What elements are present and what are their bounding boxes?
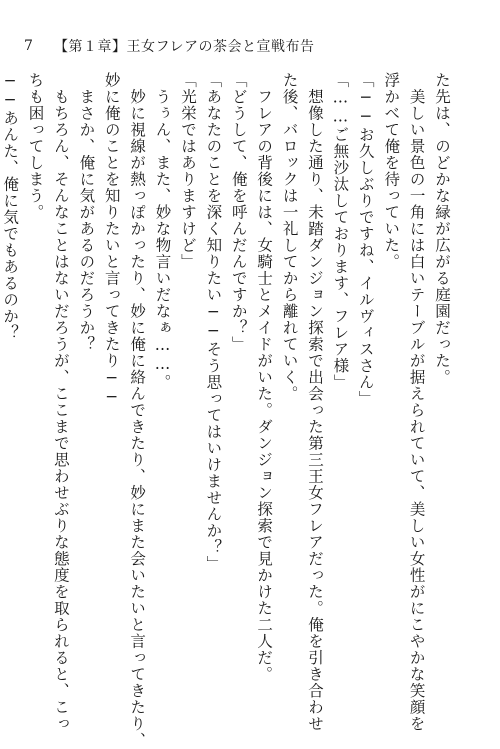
- text-line: 妙に俺のことを知りたいと言ってきたり──: [102, 72, 121, 407]
- text-line: た後、バロックは一礼してから離れていく。: [280, 72, 299, 402]
- text-line: た先は、のどかな緑が広がる庭園だった。: [433, 72, 451, 386]
- text-line: 「どうして、俺を呼んだんですか？」: [229, 72, 248, 353]
- body-text: [1, 72, 454, 749]
- chapter-title: 【第１章】王女フレアの茶会と宣戦布告: [54, 39, 315, 55]
- text-line: 「あなたのことを深く知りたい──そう思ってはいけませんか？」: [204, 72, 223, 572]
- text-line: ──あんた、俺に気でもあるのか？: [1, 72, 20, 341]
- text-line: 「……ご無沙汰しております、フレア様」: [331, 72, 350, 391]
- text-line: フレアの背後には、女騎士とメイドがいた。ダンジョン探索で見かけた二人だ。: [255, 72, 274, 683]
- text-line: 浮かべて俺を待っていた。: [382, 72, 401, 270]
- text-line: 「光栄ではありますけど」: [178, 72, 197, 270]
- text-line: ちも困ってしまう。: [26, 72, 45, 221]
- text-line: 「──お久しぶりですね、イルヴィスさん」: [356, 72, 375, 407]
- text-line: もちろん、そんなことはないだろうが、ここまで思わせぶりな態度を取られると、こっ: [51, 72, 70, 732]
- text-line: まさか、俺に気があるのだろうか？: [77, 72, 96, 353]
- text-line: 想像した通り、未踏ダンジョン探索で出会った第三王女フレアだった。俺を引き合わせ: [305, 72, 324, 732]
- text-line: 美しい景色の一角には白いテーブルが据えられていて、美しい女性がにこやかな笑顔を: [407, 72, 426, 732]
- running-head: [22, 36, 314, 56]
- text-line: 妙に視線が熱っぽかったり、妙に俺に絡んできたり、妙にまた会いたいと言ってきたり、: [128, 72, 147, 749]
- page-number: 7: [24, 38, 33, 54]
- text-line: うぅん、また、妙な物言いだなぁ……。: [153, 72, 172, 391]
